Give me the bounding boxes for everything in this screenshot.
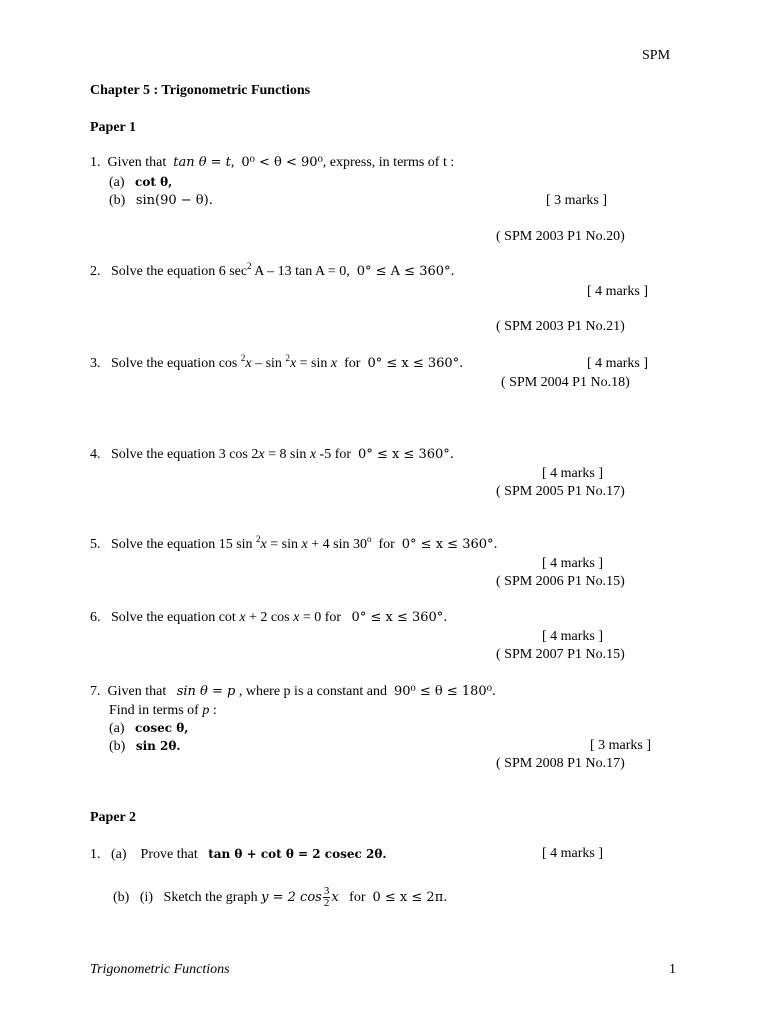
variable: p xyxy=(202,703,210,718)
q6-marks: [ 4 marks ] xyxy=(542,629,604,644)
q7-part-b xyxy=(109,738,181,755)
math-range: 0° ≤ A ≤ 360°. xyxy=(356,264,455,279)
separator: , xyxy=(230,155,235,170)
footer-title: Trigonometric Functions xyxy=(90,962,230,977)
question-text: Sketch the graph xyxy=(163,890,258,905)
question-number: 5. xyxy=(90,537,101,552)
variable: x xyxy=(301,537,308,552)
question-text: Solve the equation 15 sin xyxy=(111,537,253,552)
math-range: 0⁰ < θ < 90⁰ xyxy=(241,155,323,170)
q6-source: ( SPM 2007 P1 No.15) xyxy=(496,647,625,662)
question-5 xyxy=(90,534,498,553)
question-number: 3. xyxy=(90,356,101,371)
paper2-question-1b xyxy=(113,880,447,916)
q1-source: ( SPM 2003 P1 No.20) xyxy=(496,229,625,244)
variable: x xyxy=(309,447,317,462)
question-text: = sin xyxy=(270,537,298,552)
part-math: tan θ + cot θ = 2 cosec 2θ. xyxy=(208,847,387,861)
superscript: 2 xyxy=(240,353,246,363)
superscript: 2 xyxy=(256,534,261,544)
part-math: cot θ, xyxy=(135,175,173,189)
variable: x xyxy=(239,610,246,625)
question-text: -5 for xyxy=(319,447,352,462)
question-text: for xyxy=(344,356,361,371)
question-lead: Given that xyxy=(107,155,167,170)
variable: x xyxy=(258,447,265,462)
part-label: (b) xyxy=(109,193,126,208)
question-text: , where p is a constant and xyxy=(238,684,387,699)
q5-source: ( SPM 2006 P1 No.15) xyxy=(496,574,625,589)
fraction-numerator: 3 xyxy=(323,885,330,898)
part-label: (a) xyxy=(111,847,127,862)
variable: x xyxy=(245,356,252,371)
q4-marks: [ 4 marks ] xyxy=(542,466,604,481)
q1-marks: [ 3 marks ] xyxy=(546,193,608,208)
math-range: 0 ≤ x ≤ 2π. xyxy=(372,890,448,905)
part-label: (b) xyxy=(109,739,126,754)
question-text: Solve the equation 3 cos 2 xyxy=(111,447,259,462)
question-text: Solve the equation 6 sec xyxy=(111,264,248,279)
question-tail: , express, in terms of t : xyxy=(322,155,455,170)
variable: x xyxy=(289,356,297,371)
question-7 xyxy=(90,684,496,700)
question-1 xyxy=(90,155,454,171)
question-text: = 0 for xyxy=(302,610,342,625)
paper2-heading: Paper 2 xyxy=(90,810,137,825)
question-number: 6. xyxy=(90,610,101,625)
math-range: 0° ≤ x ≤ 360°. xyxy=(367,356,464,371)
part-label: (a) xyxy=(109,175,125,190)
question-text: Prove that xyxy=(140,847,198,862)
question-6 xyxy=(90,610,447,626)
paper2-q1a-marks: [ 4 marks ] xyxy=(542,846,604,861)
header-label: SPM xyxy=(642,48,671,63)
math-variable: x xyxy=(331,890,339,905)
math-function: y = 2 cos xyxy=(261,890,322,905)
question-text: – sin xyxy=(255,356,282,371)
question-number: 1. xyxy=(90,155,101,170)
q4-source: ( SPM 2005 P1 No.17) xyxy=(496,484,625,499)
chapter-title: Chapter 5 : Trigonometric Functions xyxy=(90,83,311,98)
q3-source: ( SPM 2004 P1 No.18) xyxy=(501,375,630,390)
q2-marks: [ 4 marks ] xyxy=(587,284,649,299)
part-math: sin 2θ. xyxy=(135,739,181,753)
question-text: Solve the equation cos xyxy=(111,356,238,371)
question-number: 4. xyxy=(90,447,101,462)
fraction-denominator: 2 xyxy=(323,897,330,910)
part-label: (a) xyxy=(109,721,125,736)
part-math: cosec θ, xyxy=(135,721,189,735)
q5-marks: [ 4 marks ] xyxy=(542,556,604,571)
variable: x xyxy=(260,537,267,552)
math-range: 90⁰ ≤ θ ≤ 180⁰. xyxy=(393,684,497,699)
fraction xyxy=(323,886,331,909)
q7-part-a xyxy=(109,720,188,737)
question-text: + 4 sin 30 xyxy=(311,537,367,552)
math-given: sin θ = p xyxy=(176,684,236,699)
q1-part-b xyxy=(109,193,213,209)
q7-marks: [ 3 marks ] xyxy=(590,738,652,753)
math-given: tan θ = t xyxy=(173,155,231,170)
q3-marks: [ 4 marks ] xyxy=(587,356,649,371)
paper1-heading: Paper 1 xyxy=(90,120,137,135)
question-number: 1. xyxy=(90,847,101,862)
paper2-question-1a xyxy=(90,846,387,863)
math-range: 0° ≤ x ≤ 360°. xyxy=(358,447,454,462)
q2-source: ( SPM 2003 P1 No.21) xyxy=(496,319,625,334)
question-text: + 2 cos xyxy=(249,610,290,625)
question-text: for xyxy=(349,890,366,905)
question-lead: Given that xyxy=(107,684,167,699)
part-math: sin(90 − θ). xyxy=(135,193,213,208)
superscript: 2 xyxy=(247,261,252,271)
part-label: (b) xyxy=(113,890,130,905)
math-range: 0° ≤ x ≤ 360°. xyxy=(351,610,448,625)
question-3 xyxy=(90,353,464,372)
question-number: 2. xyxy=(90,264,101,279)
question-text: A – 13 tan A = 0, xyxy=(251,264,350,279)
page-number: 1 xyxy=(669,962,676,977)
q7-source: ( SPM 2008 P1 No.17) xyxy=(496,756,625,771)
q1-part-a xyxy=(109,174,172,191)
question-2 xyxy=(90,261,455,280)
find-text: Find in terms of xyxy=(109,703,199,718)
question-text: Solve the equation cot xyxy=(111,610,236,625)
q7-find xyxy=(109,703,217,719)
sub-part-label: (i) xyxy=(139,890,154,905)
superscript: 2 xyxy=(285,353,290,363)
math-range: 0° ≤ x ≤ 360°. xyxy=(401,537,498,552)
question-4 xyxy=(90,447,454,463)
question-text: = sin xyxy=(299,356,328,371)
question-number: 7. xyxy=(90,684,101,699)
question-text: = 8 sin xyxy=(268,447,307,462)
find-tail: : xyxy=(212,703,217,718)
variable: x xyxy=(293,610,300,625)
superscript: o xyxy=(366,534,372,544)
variable: x xyxy=(330,356,338,371)
question-text: for xyxy=(378,537,395,552)
